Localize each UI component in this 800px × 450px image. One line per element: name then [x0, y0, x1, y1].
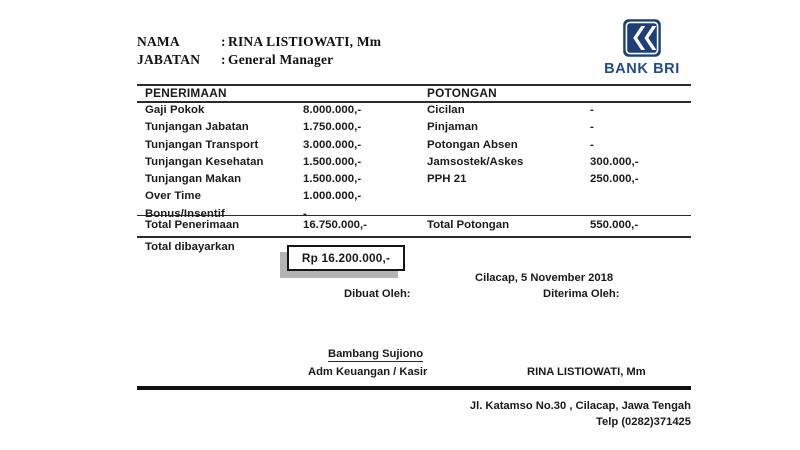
earning-label: Tunjangan Jabatan: [145, 121, 249, 134]
identity-row-jabatan: [137, 51, 381, 69]
deduction-label: PPH 21: [427, 173, 467, 186]
table-row: [137, 137, 691, 154]
line-items-table: [137, 102, 691, 223]
signature-name-right: RINA LISTIOWATI, Mm: [527, 366, 646, 378]
identity-sep-nama: :: [221, 34, 226, 49]
earning-label: Tunjangan Makan: [145, 173, 242, 186]
net-pay-amount: Rp 16.200.000,-: [287, 245, 405, 271]
rule-below-totals: [137, 236, 691, 238]
deduction-value: -: [590, 104, 594, 116]
earning-label: Gaji Pokok: [145, 104, 205, 116]
identity-key-nama: NAMA: [137, 34, 180, 49]
heading-potongan: POTONGAN: [427, 86, 497, 100]
table-row: [137, 102, 691, 119]
deduction-label: Pinjaman: [427, 121, 479, 134]
earning-label: Tunjangan Transport: [145, 138, 259, 151]
net-pay-callout: [287, 245, 407, 273]
signature-place-date: Cilacap, 5 November 2018: [475, 272, 614, 284]
earning-value: 8.000.000,-: [303, 104, 362, 116]
earning-label: Tunjangan Kesehatan: [145, 155, 264, 168]
earning-value: 3.000.000,-: [303, 138, 362, 151]
total-penerimaan-value: 16.750.000,-: [303, 219, 367, 231]
deduction-label: Jamsostek/Askes: [427, 155, 524, 168]
deduction-value: -: [590, 121, 594, 134]
earning-value: 1.750.000,-: [303, 121, 362, 134]
bank-wordmark: BANK BRI: [604, 61, 680, 77]
total-potongan-value: 550.000,-: [590, 219, 639, 231]
earning-label: Over Time: [145, 190, 201, 203]
deduction-value: 300.000,-: [590, 155, 639, 168]
signature-name-left: Bambang Sujiono: [328, 348, 424, 360]
total-dibayarkan-label: Total dibayarkan: [145, 241, 235, 253]
table-row: [137, 171, 691, 188]
earning-value: -: [303, 207, 307, 220]
identity-sep-jabatan: :: [221, 52, 226, 67]
identity-value-nama: RINA LISTIOWATI, Mm: [228, 34, 382, 49]
heading-penerimaan: PENERIMAAN: [145, 86, 227, 100]
totals-row: [137, 219, 691, 236]
bri-logo-icon: [622, 18, 662, 58]
identity-value-jabatan: General Manager: [228, 52, 334, 67]
signature-caption-left: Dibuat Oleh:: [344, 288, 411, 300]
footer-phone: Telp (0282)371425: [596, 416, 691, 428]
employee-identity: [137, 33, 381, 69]
deduction-value: 250.000,-: [590, 173, 639, 186]
total-penerimaan-label: Total Penerimaan: [145, 219, 240, 231]
table-row: [137, 188, 691, 205]
signature-caption-right: Diterima Oleh:: [543, 288, 620, 300]
earning-value: 1.000.000,-: [303, 190, 362, 203]
deduction-label: Cicilan: [427, 104, 465, 116]
payslip-sheet: [137, 0, 691, 450]
identity-row-nama: [137, 33, 381, 51]
signature-role-left: Adm Keuangan / Kasir: [308, 366, 428, 378]
bank-logo-block: [593, 18, 691, 77]
footer-address-block: [470, 398, 691, 430]
section-headings: [137, 86, 691, 102]
deduction-label: Potongan Absen: [427, 138, 518, 151]
rule-footer: [137, 386, 691, 390]
deduction-value: -: [590, 138, 594, 151]
earning-label: Bonus/Insentif: [145, 207, 225, 220]
table-row: [137, 119, 691, 136]
identity-key-jabatan: JABATAN: [137, 52, 201, 67]
earning-value: 1.500.000,-: [303, 155, 362, 168]
total-potongan-label: Total Potongan: [427, 219, 510, 231]
earning-value: 1.500.000,-: [303, 173, 362, 186]
footer-address: Jl. Katamso No.30 , Cilacap, Jawa Tengah: [469, 400, 691, 412]
table-row: [137, 154, 691, 171]
